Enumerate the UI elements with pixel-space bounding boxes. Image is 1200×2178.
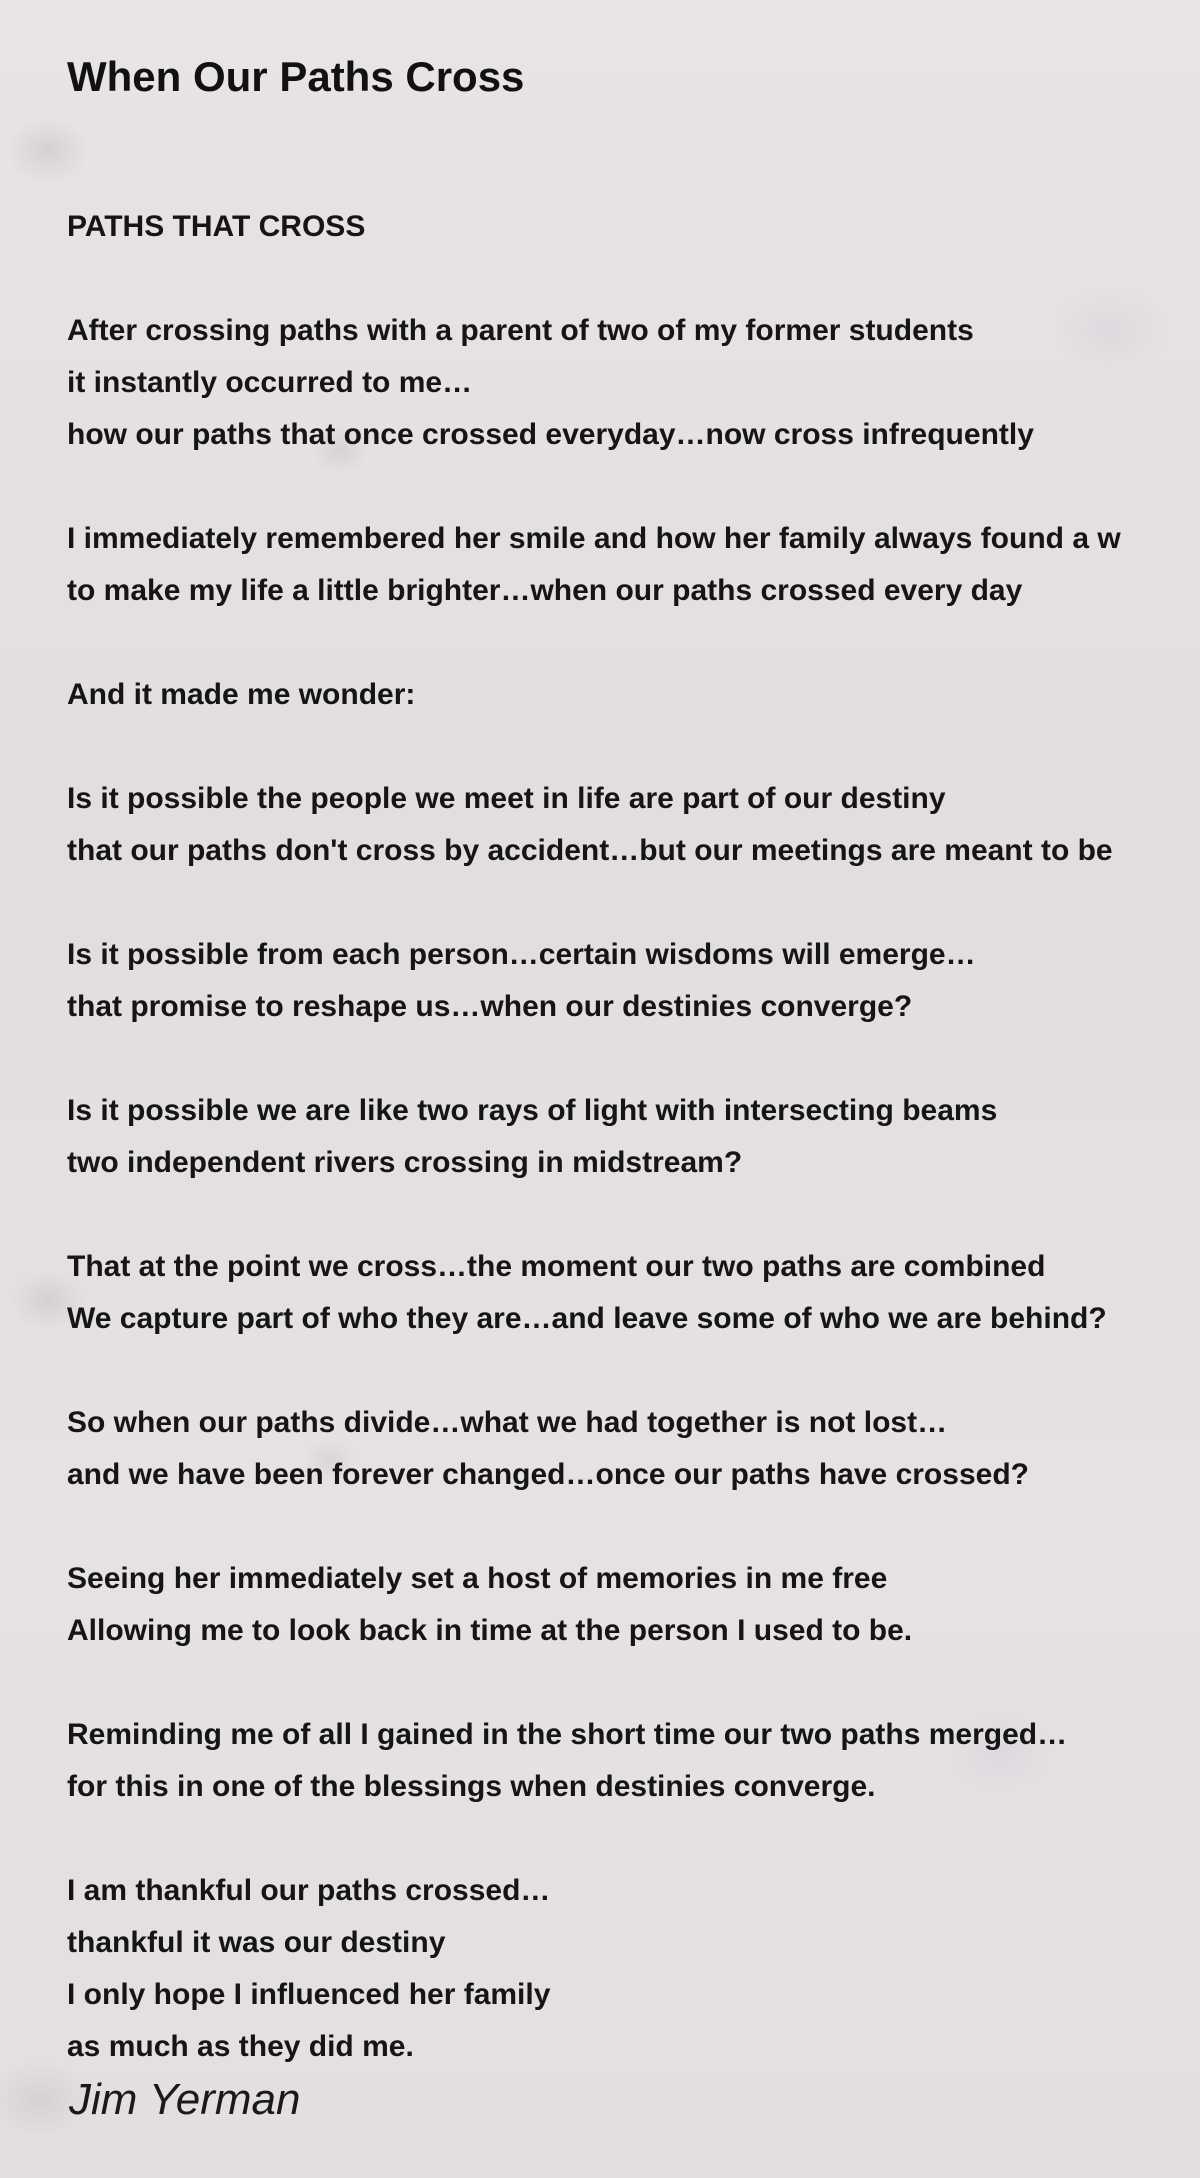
poem-line: PATHS THAT CROSS (67, 210, 366, 243)
poem-line: I immediately remembered her smile and how her family always found a w (67, 522, 1121, 555)
poem-line: Is it possible from each person…certain wisdoms will emerge… (67, 938, 976, 971)
poem-line: and we have been forever changed…once our paths have crossed? (67, 1458, 1029, 1491)
poem-line: that our paths don't cross by accident…but our meetings are meant to be (67, 834, 1113, 867)
poem-line: that promise to reshape us…when our destinies converge? (67, 990, 913, 1023)
poem-line: Is it possible the people we meet in life are part of our destiny (67, 782, 946, 815)
poem-line: it instantly occurred to me… (67, 366, 473, 399)
stanza-break (67, 877, 1200, 929)
stanza-break (67, 461, 1200, 513)
poem-line: for this in one of the blessings when destinies converge. (67, 1770, 876, 1803)
poem-title: When Our Paths Cross (67, 53, 525, 100)
poem-author: Jim Yerman (69, 2075, 301, 2124)
stanza-break (67, 1033, 1200, 1085)
poem-line: We capture part of who they are…and leave some of who we are behind? (67, 1302, 1107, 1335)
poem-line: So when our paths divide…what we had together is not lost… (67, 1406, 948, 1439)
stanza-break (67, 617, 1200, 669)
stanza-break (67, 1345, 1200, 1397)
poem-line: After crossing paths with a parent of two of my former students (67, 314, 974, 347)
poem-line: Is it possible we are like two rays of light with intersecting beams (67, 1094, 998, 1127)
stanza-break (67, 1501, 1200, 1553)
poem-line: Reminding me of all I gained in the short time our two paths merged… (67, 1718, 1068, 1751)
poem-line: Seeing her immediately set a host of memories in me free (67, 1562, 888, 1595)
stanza-break (67, 1813, 1200, 1865)
poem-line: That at the point we cross…the moment our two paths are combined (67, 1250, 1046, 1283)
stanza-break (67, 721, 1200, 773)
poem-line: as much as they did me. (67, 2030, 414, 2063)
stanza-break (67, 1657, 1200, 1709)
poem-line: I am thankful our paths crossed… (67, 1874, 551, 1907)
poem-line: thankful it was our destiny (67, 1926, 446, 1959)
poem-line: how our paths that once crossed everyday…now cross infrequently (67, 418, 1034, 451)
poem-line: And it made me wonder: (67, 678, 416, 711)
poem-container (67, 50, 1200, 2073)
poem-body (67, 201, 1200, 2073)
poem-line: I only hope I influenced her family (67, 1978, 551, 2011)
poem-line: Allowing me to look back in time at the person I used to be. (67, 1614, 913, 1647)
stanza-break (67, 253, 1200, 305)
poem-line: two independent rivers crossing in midstream? (67, 1146, 743, 1179)
poem-line: to make my life a little brighter…when our paths crossed every day (67, 574, 1023, 607)
stanza-break (67, 1189, 1200, 1241)
